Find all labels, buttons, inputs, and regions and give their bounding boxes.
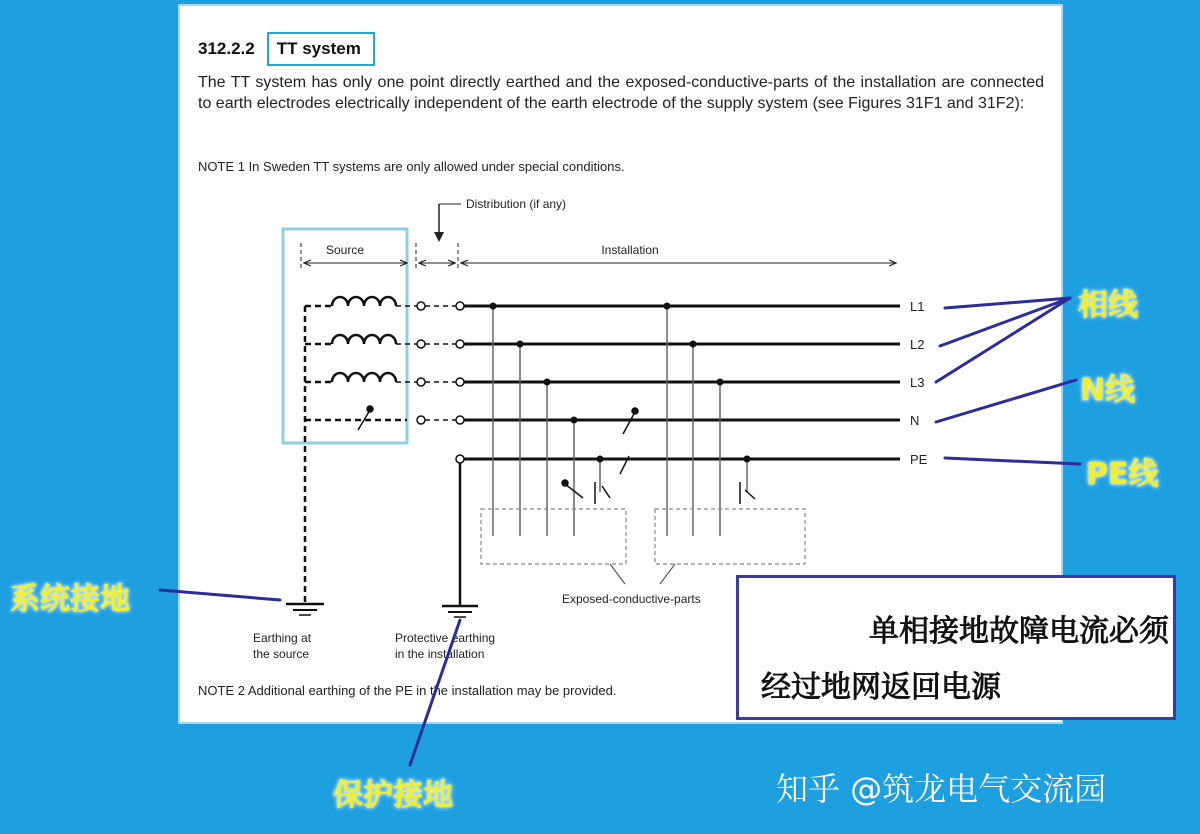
section-number: 312.2.2 [198,39,255,58]
arrow-protective-earth [410,620,460,765]
callout-neutral-line: N线 [1080,373,1136,408]
distribution-label: Distribution (if any) [466,197,567,211]
label-pe: PE [910,452,928,467]
exposed-parts-label: Exposed-conductive-parts [562,592,701,606]
arrow-pe [945,458,1080,464]
callout-protective-earthing: 保护接地 [333,778,453,813]
label-l1: L1 [910,299,925,314]
source-label: Source [325,243,365,257]
note-box-line-1: 单相接地故障电流必须 [869,614,1169,649]
protective-earthing-text-2: in the installation [395,647,485,661]
earthing-source-text-1: Earthing at [253,631,312,645]
callout-phase-line: 相线 [1078,288,1138,323]
installation-label: Installation [601,243,659,257]
fault-current-note-box [736,575,1176,720]
callout-pe-line: PE线 [1086,457,1159,492]
protective-earthing-text-1: Protective earthing [395,631,496,645]
earthing-source-text-2: the source [253,647,310,661]
arrow-neutral [936,380,1076,422]
note-1: NOTE 1 In Sweden TT systems are only allowed under special conditions. [198,159,625,174]
callout-system-earthing: 系统接地 [10,582,130,617]
label-l3: L3 [910,375,925,390]
note-2: NOTE 2 Additional earthing of the PE in the installation may be provided. [198,683,617,698]
label-n: N [910,413,920,428]
arrow-system-earth [160,590,280,600]
section-title: TT system [276,39,361,58]
note-box-line-2: 经过地网返回电源 [761,670,1001,705]
watermark: 知乎 @筑龙电气交流园 [776,770,1107,808]
label-l2: L2 [910,337,925,352]
description-paragraph: The TT system has only one point directly earthed and the exposed-conductive-parts of the installation are connected to earth electrodes electrically independent of the earth electrode of the supply system (see Figures 31F1 and 31F2): [198,74,1044,112]
